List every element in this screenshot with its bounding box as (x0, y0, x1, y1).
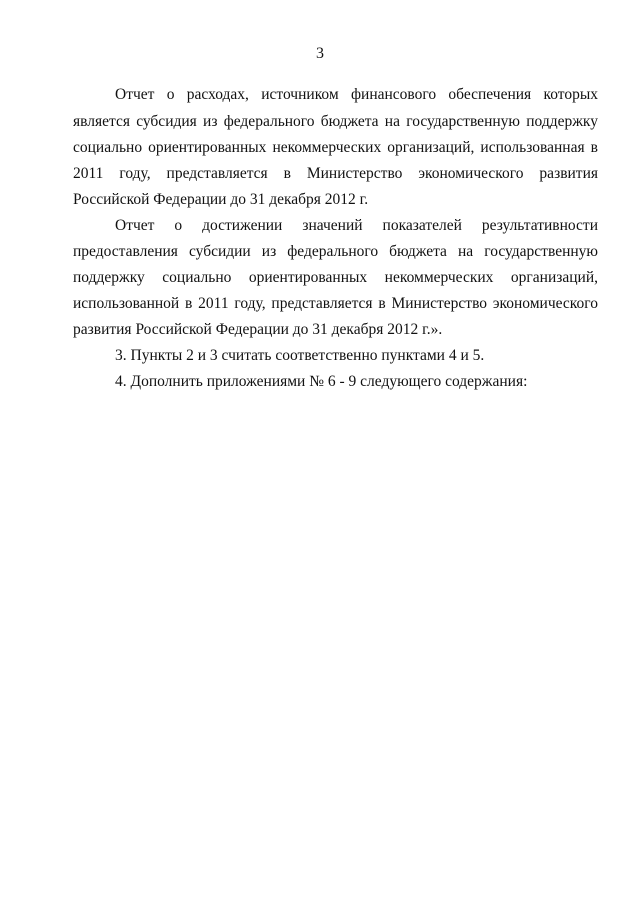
page-number: 3 (316, 45, 324, 62)
paragraph-line: развития Российской Федерации до 31 декабря 2012 г.». (73, 321, 443, 338)
paragraph-line: социально ориентированных некоммерческих организаций, использованная в (73, 139, 598, 156)
item-3: 3. Пункты 2 и 3 считать соответственно пунктами 4 и 5. (115, 347, 485, 364)
paragraph-line: Отчет о достижении значений показателей результативности (115, 217, 598, 234)
paragraph-line: 2011 году, представляется в Министерство экономического развития (73, 165, 598, 182)
paragraph-line: является субсидия из федерального бюджета на государственную поддержку (73, 113, 598, 130)
item-4: 4. Дополнить приложениями № 6 - 9 следующего содержания: (115, 373, 528, 390)
paragraph-line: использованной в 2011 году, представляется в Министерство экономического (73, 295, 598, 312)
paragraph-line: поддержку социально ориентированных некоммерческих организаций, (73, 269, 598, 286)
paragraph-line: предоставления субсидии из федерального бюджета на государственную (73, 243, 598, 260)
paragraph-line: Отчет о расходах, источником финансового обеспечения которых (115, 86, 598, 103)
paragraph-line: Российской Федерации до 31 декабря 2012 г. (73, 191, 369, 208)
